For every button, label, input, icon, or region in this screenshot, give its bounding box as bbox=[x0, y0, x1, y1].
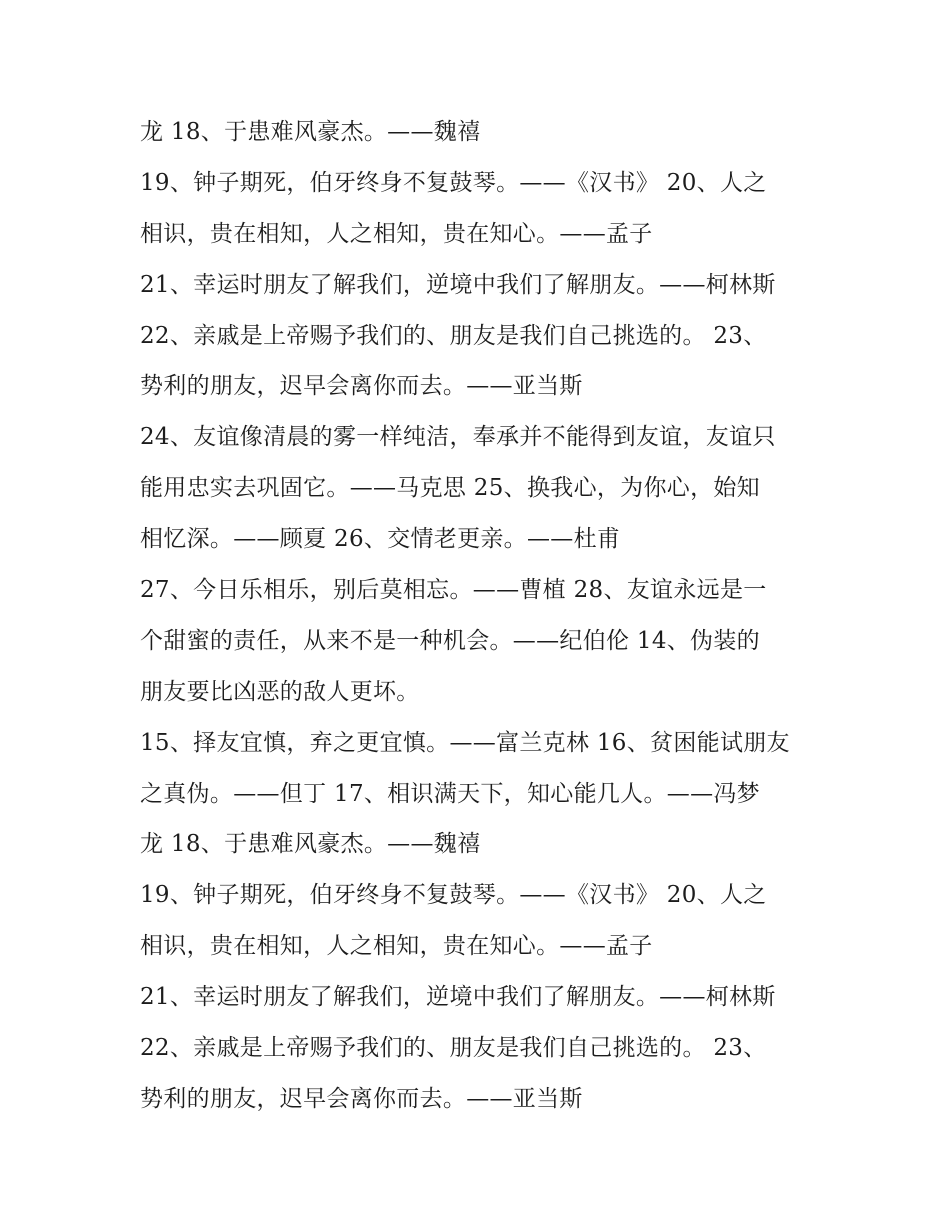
text-line: 相识，贵在相知，人之相知，贵在知心。——孟子 bbox=[140, 220, 653, 247]
text-line: 相忆深。——顾夏 26、交情老更亲。——杜甫 bbox=[140, 526, 621, 553]
text-line: 相识，贵在相知，人之相知，贵在知心。——孟子 bbox=[140, 933, 653, 960]
text-line: 之真伪。——但丁 17、相识满天下，知心能几人。——冯梦 bbox=[140, 780, 760, 807]
text-line: 24、友谊像清晨的雾一样纯洁，奉承并不能得到友谊，友谊只 bbox=[140, 424, 776, 451]
text-line: 19、钟子期死，伯牙终身不复鼓琴。——《汉书》 20、人之 bbox=[140, 169, 767, 196]
text-line: 势利的朋友，迟早会离你而去。——亚当斯 bbox=[140, 373, 583, 400]
text-line: 势利的朋友，迟早会离你而去。——亚当斯 bbox=[140, 1085, 583, 1112]
text-line: 龙 18、于患难风豪杰。——魏禧 bbox=[140, 119, 481, 145]
text-line: 15、择友宜慎，弃之更宜慎。——富兰克林 16、贫困能试朋友 bbox=[140, 729, 790, 756]
text-line: 个甜蜜的责任，从来不是一种机会。——纪伯伦 14、伪装的 bbox=[140, 627, 760, 654]
text-line: 21、幸运时朋友了解我们，逆境中我们了解朋友。——柯林斯 bbox=[140, 984, 776, 1011]
quote-text-block bbox=[140, 107, 830, 1125]
text-line: 22、亲戚是上帝赐予我们的、朋友是我们自己挑选的。 23、 bbox=[140, 322, 767, 349]
text-line: 朋友要比凶恶的敌人更坏。 bbox=[140, 678, 420, 705]
text-line: 21、幸运时朋友了解我们，逆境中我们了解朋友。——柯林斯 bbox=[140, 271, 776, 298]
text-line: 19、钟子期死，伯牙终身不复鼓琴。——《汉书》 20、人之 bbox=[140, 882, 767, 909]
text-line: 22、亲戚是上帝赐予我们的、朋友是我们自己挑选的。 23、 bbox=[140, 1035, 767, 1062]
text-line: 27、今日乐相乐，别后莫相忘。——曹植 28、友谊永远是一 bbox=[140, 577, 767, 604]
text-line: 能用忠实去巩固它。——马克思 25、换我心，为你心，始知 bbox=[140, 475, 760, 502]
text-line: 龙 18、于患难风豪杰。——魏禧 bbox=[140, 831, 481, 858]
